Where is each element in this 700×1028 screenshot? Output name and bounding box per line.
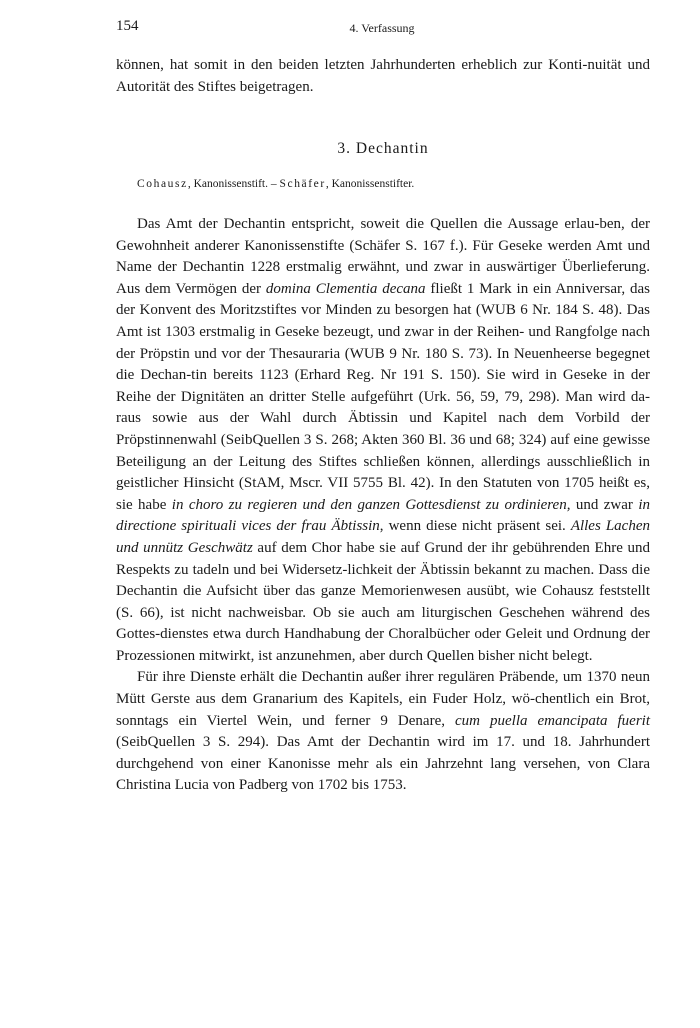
paragraph-1-text: und zwar [570,496,639,513]
continuation-text: können, hat somit in den beiden letzten Jahrhunderten erheblich zur Konti-nuität und Autorität des Stiftes beigetragen. [116,57,650,95]
bibliography-author-schaefer: Schäfer [279,178,326,190]
statute-quote-lachen: Alles Lachen und unnütz Geschwätz [116,518,651,556]
continuation-paragraph [116,55,650,98]
bibliography-work-schaefer: , Kanonissenstifter. [325,178,415,190]
paragraph-2-text: (SeibQuellen 3 S. 294). Das Amt der Dechantin wird im 17. und 18. Jahrhundert durchgehend von einer Kanonisse mehr als ein Jahrzehnt lang versehen, von Clara Christina Lucia von Padberg von 1702 bis 1753. [116,734,650,794]
paragraph-2 [116,667,650,797]
statute-quote-directione: in directione spirituali vices der frau Äbtissin [116,496,650,535]
section-heading: 3. Dechantin [337,140,429,157]
latin-quote-puella: cum puella emancipata fuerit [455,712,650,729]
paragraph-1-text: Das Amt der Dechantin entspricht, soweit die Quellen die Aussage erlau-ben, der Gewohnheit anderer Kanonissenstifte (Schäfer S. 167 f.). Für Geseke werden Amt und Name der Dechantin 1228 erstmalig erwähnt, und zwar in auswärtiger Überlieferung. Aus dem Vermögen der [116,216,650,297]
paragraph-1-text: , wenn diese nicht präsent sei. [379,518,571,535]
bibliography-author-cohausz: Cohausz [137,178,188,190]
paragraph-1 [116,214,650,667]
bibliography-line [137,178,414,190]
page-number: 154 [116,18,139,34]
latin-quote-domina: domina Clementia decana [265,280,426,297]
paragraph-2-text: Für ihre Dienste erhält die Dechantin außer ihrer regulären Präbende, um 1370 neun Mütt Gerste aus dem Granarium des Kapitels, ein Fuder Holz, wö-chentlich ein Brot, sonntags ein Viertel Wein, und ferner 9 Denare, [116,669,650,729]
bibliography-work-cohausz: , Kanonissenstift. – [187,178,280,190]
running-head: 4. Verfassung [349,21,415,35]
main-text [116,214,650,797]
paragraph-1-text: fließt 1 Mark in ein Anniversar, das der Konvent des Moritzstiftes vor Minden zu besorgen hat (WUB 6 Nr. 184 S. 48). Das Amt ist 1303 erstmalig in Geseke bezeugt, und zwar in der Reihen- und Rangfolge nach der Pröpstin und vor der Thesauraria (WUB 9 Nr. 180 S. 73). In Neuenheerse begegnet die Dechan-tin bereits 1123 (Erhard Reg. Nr 191 S. 150). Sie wird in Geseke in der Reihe der Dignitäten an dritter Stelle aufgeführt (Urk. 56, 59, 79, 298). Man wird da-raus sowie aus der Wahl durch Äbtissin und Kapitel nach dem Vorbild der Pröpstinnenwahl (SeibQuellen 3 S. 268; Akten 360 Bl. 36 und 68; 324) auf eine gewisse Beteiligung an der Leitung des Stiftes schließen können, allerdings ausschließlich in geistlicher Hinsicht (StAM, Mscr. VII 5755 Bl. 42). In den Statuten von 1705 heißt es, sie habe [116,280,650,513]
paragraph-1-text: auf dem Chor habe sie auf Grund der ihr gebührenden Ehre und Respekts zu tadeln und bei Widersetz-lichkeit der Äbtissin bekannt zu machen. Dass die Dechantin die Aufsicht über das ganze Memorienwesen ausübt, wie Cohausz feststellt (S. 66), ist nicht nachweisbar. Ob sie auch am liturgischen Geschehen während des Gottes-dienstes etwa durch Handhabung der Choralbücher oder Geleit und Ordnung der Prozessionen mitwirkt, ist anzunehmen, aber durch Quellen bisher nicht belegt. [116,539,650,664]
statute-quote-choro: in choro zu regieren und den ganzen Gottesdienst zu ordinieren, [171,496,571,513]
